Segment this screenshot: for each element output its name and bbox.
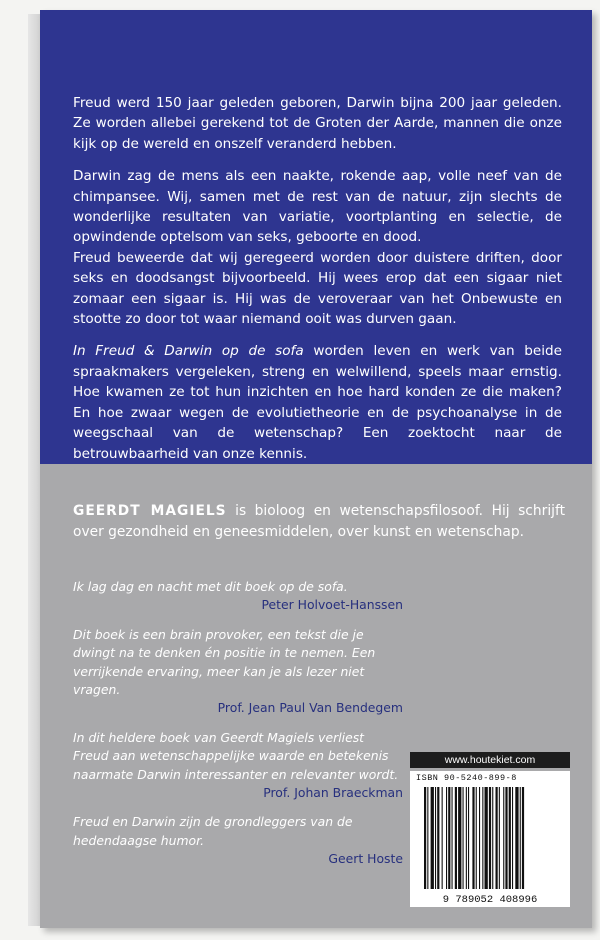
barcode-block	[404, 752, 576, 910]
blurb-paragraph-3: Freud beweerde dat wij geregeerd worden door duistere driften, door seks en doodsangst bijvoorbeeld. Hij wees erop dat een sigaar niet zomaar een sigaar is. Hij was de veroveraar van het Onbewuste en stootte zo door tot waar niemand ooit was durven gaan.	[73, 249, 562, 328]
quote-attribution: Geert Hoste	[328, 851, 403, 867]
barcode-card	[410, 771, 570, 907]
barcode-number: 9 789052 408996	[442, 894, 538, 906]
quote-text: Freud en Darwin zijn de grondleggers van de hedendaagse humor.	[73, 814, 353, 848]
blurb-paragraph-4-text: worden leven en werk van beide spraakmakers vergeleken, streng en welwillend, speels maar ernstig. Hoe kwamen ze tot hun inzichten en hoe hard konden ze die maken? En hoe zwaar wegen de evolutietheorie en de psychoanalyse in de weegschaal van de wetenschap? Een zoektocht naar de betrouwbaarheid van onze kennis.	[73, 343, 562, 462]
quote-attribution: Peter Holvoet-Hanssen	[261, 597, 403, 613]
blurb-paragraph-1: Freud werd 150 jaar geleden geboren, Darwin bijna 200 jaar geleden. Ze worden allebei gerekend tot de Groten der Aarde, mannen die onze kijk op de wereld en onszelf veranderd hebben.	[73, 95, 562, 152]
book-title-inline: In Freud & Darwin op de sofa	[73, 343, 304, 360]
review-quote	[73, 626, 403, 718]
author-name: GEERDT MAGIELS	[73, 503, 227, 519]
quote-text: In dit heldere boek van Geerdt Magiels verliest Freud aan wetenschappelijke waarde en betekenis naarmate Darwin interessanter en relevanter wordt.	[73, 729, 399, 782]
blurb-paragraph-2: Darwin zag de mens als een naakte, rokende aap, volle neef van de chimpansee. Wij, samen met de rest van de natuur, zijn slechts de wonderlijke resultaten van variatie, voortplanting en selectie, de opwindende optelsom van seks, geboorte en dood.	[73, 168, 562, 246]
author-description: is bioloog en wetenschapsfilosoof. Hij schrijft over gezondheid en geneesmiddelen, over kunst en wetenschap.	[73, 503, 566, 540]
publisher-website: www.houtekiet.com	[410, 752, 570, 768]
quote-text: Dit boek is een brain provoker, een tekst die je dwingt na te denken én positie in te nemen. Een verrijkende ervaring, meer kan je als lezer niet vragen.	[73, 626, 376, 698]
quote-attribution: Prof. Johan Braeckman	[263, 785, 403, 801]
barcode-image	[410, 771, 570, 907]
review-quote	[73, 813, 403, 868]
author-bio	[73, 501, 565, 543]
quote-text: Ik lag dag en nacht met dit boek op de sofa.	[73, 579, 348, 594]
isbn-text: ISBN 90-5240-899-8	[416, 773, 517, 783]
review-quotes	[73, 578, 403, 880]
blurb-paragraph-4	[73, 341, 562, 463]
review-quote	[73, 729, 403, 803]
review-quote	[73, 578, 403, 615]
blurb-panel	[40, 10, 592, 464]
author-panel	[40, 464, 592, 928]
quote-attribution: Prof. Jean Paul Van Bendegem	[217, 700, 403, 716]
book-back-cover	[40, 10, 592, 928]
